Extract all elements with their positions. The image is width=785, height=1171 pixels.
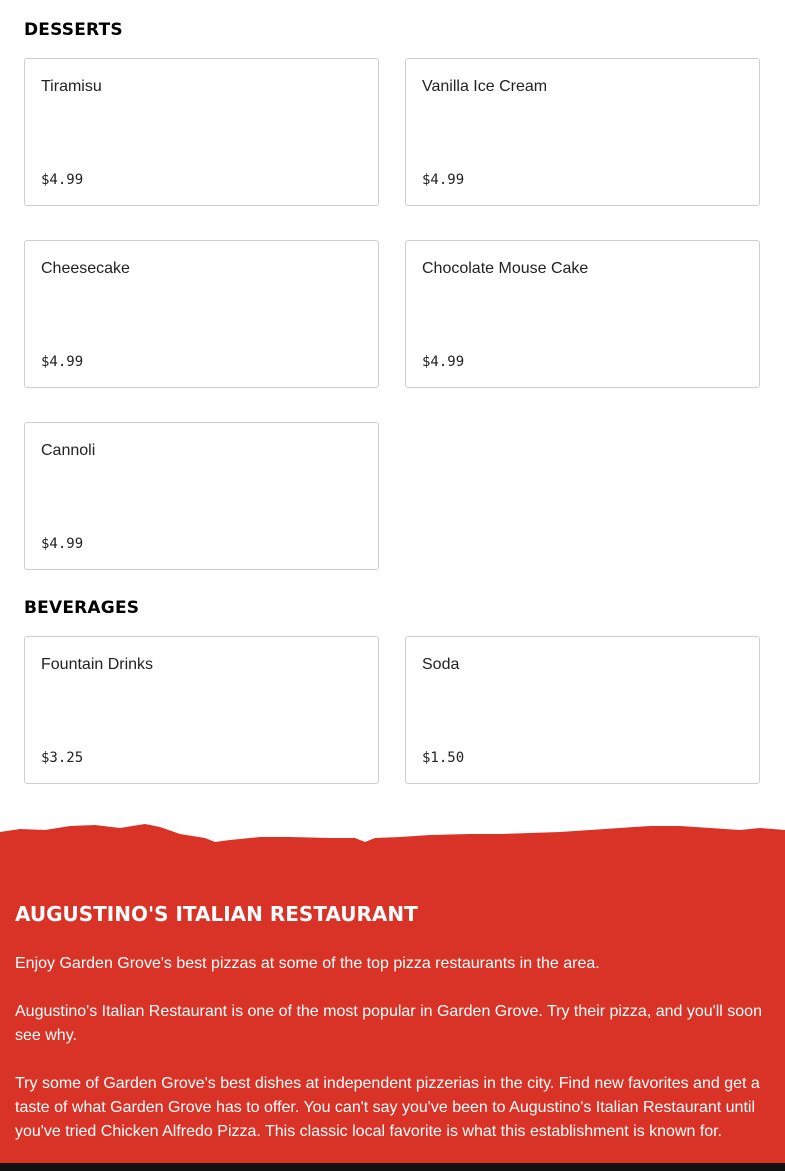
menu-item-card[interactable] bbox=[24, 636, 379, 784]
restaurant-info-footer bbox=[0, 820, 785, 1171]
menu-item-price: $4.99 bbox=[41, 536, 84, 552]
bottom-bar bbox=[0, 1163, 785, 1171]
menu-item-card[interactable] bbox=[405, 636, 760, 784]
torn-paper-edge bbox=[0, 820, 785, 862]
desserts-section-title: DESSERTS bbox=[24, 20, 123, 40]
menu-item-name: Cheesecake bbox=[41, 260, 130, 277]
menu-item-card[interactable] bbox=[24, 422, 379, 570]
footer-paragraph: Enjoy Garden Grove's best pizzas at some of the top pizza restaurants in the area. bbox=[15, 955, 600, 972]
menu-item-name: Tiramisu bbox=[41, 78, 102, 95]
restaurant-name-heading: AUGUSTINO'S ITALIAN RESTAURANT bbox=[15, 902, 418, 926]
footer-paragraph: Try some of Garden Grove's best dishes at independent pizzerias in the city. Find new favorites and get a taste of what Garden Grove has to offer. You can't say you've been to Augustino's Italian Restaurant until you've tried Chicken Alfredo Pizza. This classic local favorite is what this establishment is known for. bbox=[15, 1075, 760, 1140]
menu-item-price: $3.25 bbox=[41, 750, 84, 766]
menu-item-card[interactable] bbox=[24, 240, 379, 388]
menu-item-card[interactable] bbox=[405, 240, 760, 388]
menu-item-price: $1.50 bbox=[422, 750, 465, 766]
menu-item-name: Fountain Drinks bbox=[41, 656, 154, 673]
menu-item-card[interactable] bbox=[405, 58, 760, 206]
footer-paragraph: Augustino's Italian Restaurant is one of the most popular in Garden Grove. Try their pizza, and you'll soon see why. bbox=[15, 1003, 762, 1044]
beverages-section-title: BEVERAGES bbox=[24, 598, 140, 618]
menu-item-name: Cannoli bbox=[41, 442, 96, 459]
menu-item-price: $4.99 bbox=[422, 354, 465, 370]
menu-item-name: Soda bbox=[422, 656, 460, 673]
menu-item-price: $4.99 bbox=[422, 172, 465, 188]
menu-item-price: $4.99 bbox=[41, 172, 84, 188]
menu-item-name: Vanilla Ice Cream bbox=[422, 78, 548, 95]
menu-item-name: Chocolate Mouse Cake bbox=[422, 260, 589, 277]
menu-item-price: $4.99 bbox=[41, 354, 84, 370]
menu-item-card[interactable] bbox=[24, 58, 379, 206]
